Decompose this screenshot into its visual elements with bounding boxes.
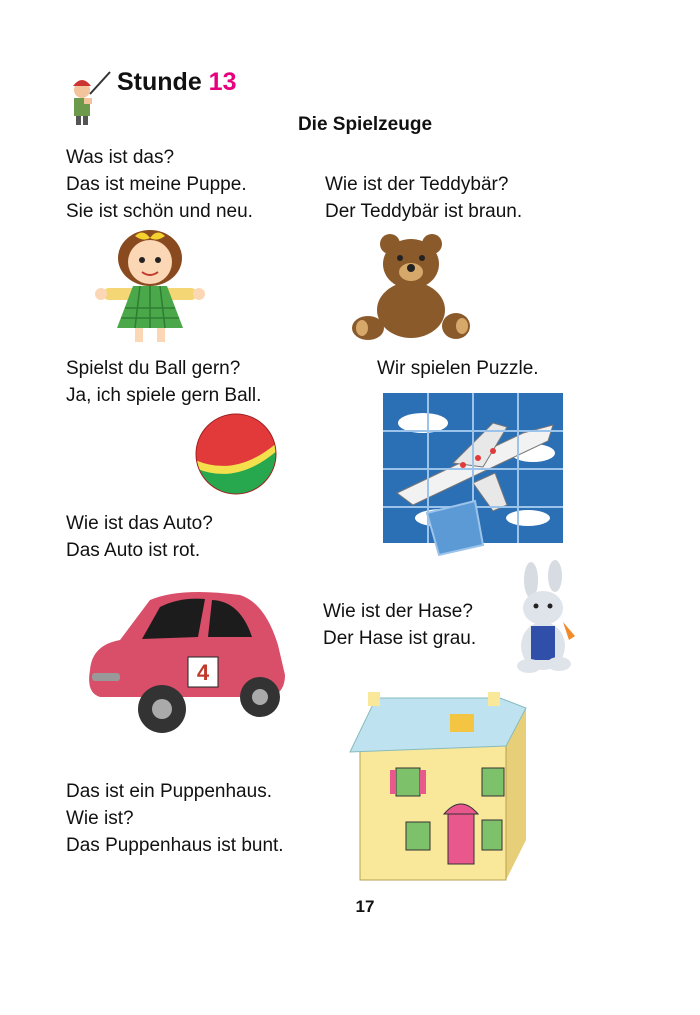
text-puppe-3: Sie ist schön und neu. <box>66 201 253 222</box>
text-teddy-2: Der Teddybär ist braun. <box>325 201 523 222</box>
stunde-label: Stunde <box>117 68 202 96</box>
page-title <box>117 68 236 97</box>
text-hase-1: Wie ist der Hase? <box>323 601 473 622</box>
puzzle-icon <box>383 393 566 555</box>
lesson-title: Die Spielzeuge <box>297 114 433 135</box>
text-puzzle-1: Wir spielen Puzzle. <box>377 358 539 379</box>
text-auto-1: Wie ist das Auto? <box>66 513 213 534</box>
ball-icon <box>193 413 279 495</box>
text-ball-2: Ja, ich spiele gern Ball. <box>66 385 262 406</box>
text-haus-1: Das ist ein Puppenhaus. <box>66 781 272 802</box>
bunny-icon <box>509 562 589 674</box>
text-puppe-1: Was ist das? <box>66 147 175 168</box>
car-icon <box>80 585 290 737</box>
text-auto-2: Das Auto ist rot. <box>66 540 201 561</box>
doll-icon <box>95 228 205 346</box>
page-number: 17 <box>355 897 375 916</box>
text-haus-3: Das Puppenhaus ist bunt. <box>66 835 284 856</box>
car-number: 4 <box>196 660 210 685</box>
text-puppe-2: Das ist meine Puppe. <box>66 174 247 195</box>
text-haus-2: Wie ist? <box>66 808 134 829</box>
text-teddy-1: Wie ist der Teddybär? <box>325 174 509 195</box>
stunde-number: 13 <box>208 68 237 96</box>
text-ball-1: Spielst du Ball gern? <box>66 358 241 379</box>
dollhouse-icon <box>350 690 528 885</box>
teddy-bear-icon <box>352 234 470 346</box>
text-hase-2: Der Hase ist grau. <box>323 628 477 649</box>
